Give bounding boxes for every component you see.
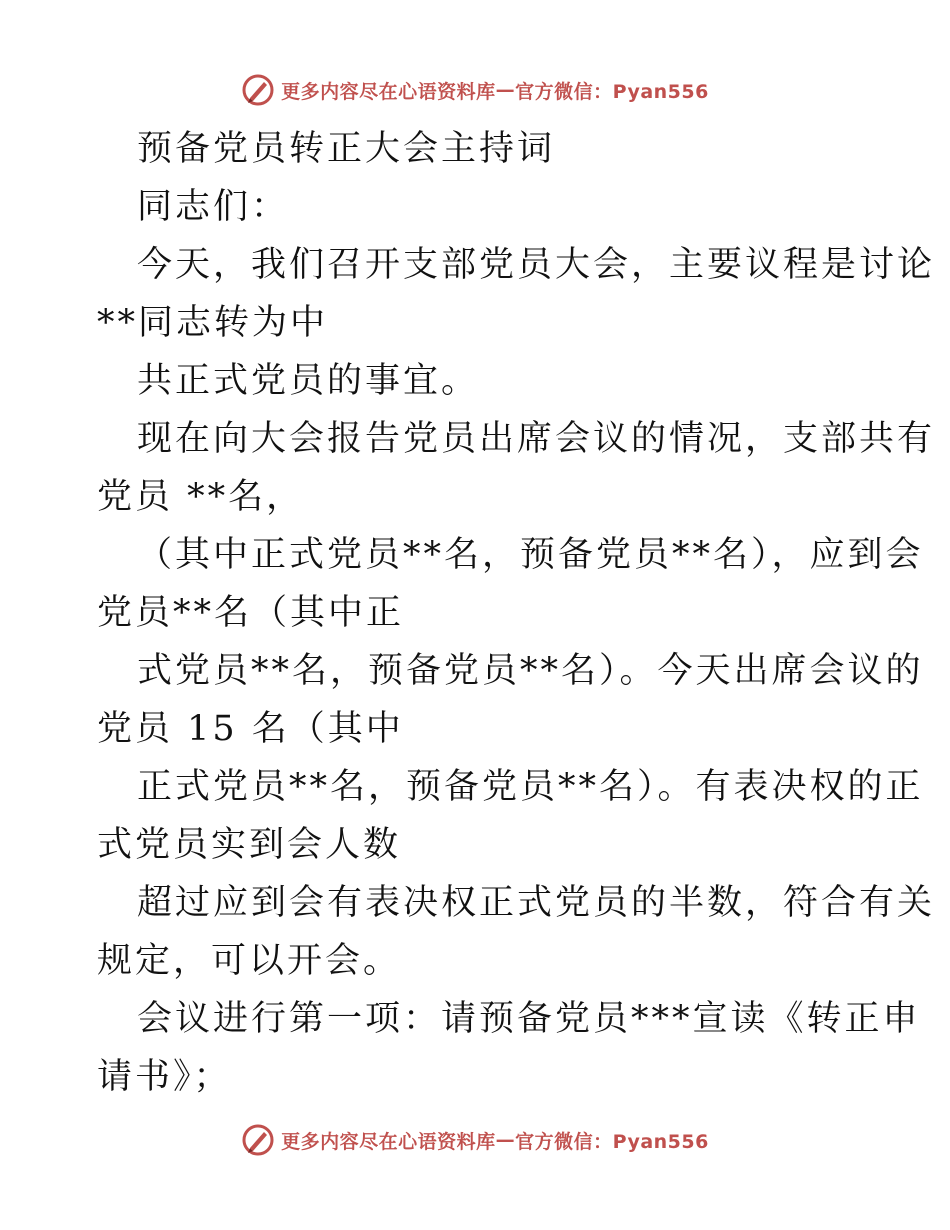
paragraph-line: **同志转为中 [97,303,329,343]
paragraph-line: 请书》； [97,1057,232,1097]
paragraph-line: 今天，我们召开支部党员大会，主要议程是讨论 [137,245,936,285]
footer-banner-dash: — [495,1129,516,1151]
paragraph-line: 正式党员**名，预备党员**名）。有表决权的正 [137,767,924,807]
pen-logo-icon [241,1123,275,1157]
paragraph-line: 式党员实到会人数 [97,825,402,865]
paragraph-line: 现在向大会报告党员出席会议的情况，支部共有 [137,419,936,459]
header-banner-site: 更多内容尽在心语资料库 [281,80,496,103]
pen-logo-icon [241,73,275,107]
header-banner [0,70,950,110]
footer-banner [0,1120,950,1160]
paragraph-line: 共正式党员的事宜。 [137,361,480,401]
paragraph-line: 同志们： [137,187,290,227]
paragraph-line: 会议进行第一项：请预备党员***宣读《转正申 [137,999,921,1039]
paragraph-line: 规定，可以开会。 [97,941,402,981]
paragraph-line: （其中正式党员**名，预备党员**名），应到会 [137,535,924,575]
paragraph-line: 党员**名（其中正 [97,593,405,633]
header-banner-dash: — [495,79,516,101]
paragraph-line: 党员 15 名（其中 [97,709,404,749]
document-body [97,120,936,1106]
paragraph-line: 超过应到会有表决权正式党员的半数，符合有关 [137,883,936,923]
footer-banner-wechat: 官方微信：Pyan556 [515,1130,709,1153]
paragraph-line: 党员 **名， [97,477,305,517]
header-banner-wechat: 官方微信：Pyan556 [515,80,709,103]
footer-banner-site: 更多内容尽在心语资料库 [281,1130,496,1153]
document-title: 预备党员转正大会主持词 [137,129,556,169]
paragraph-line: 式党员**名，预备党员**名）。今天出席会议的 [137,651,924,691]
